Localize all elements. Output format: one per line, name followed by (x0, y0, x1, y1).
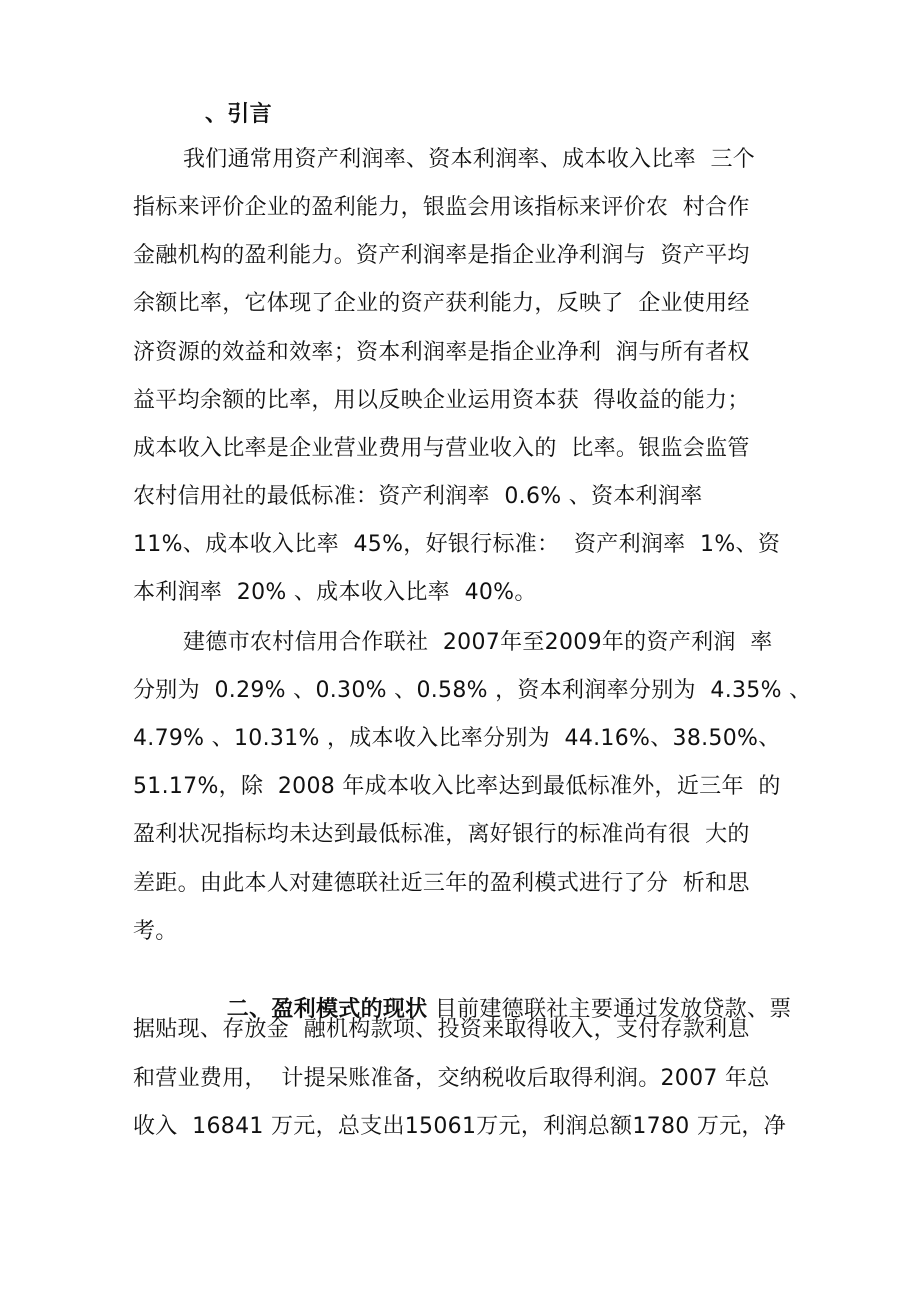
text-line: 51.17%，除 2008 年成本收入比率达到最低标准外，近三年 的 (133, 774, 781, 799)
text-line: 据贴现、存放金 融机构款项、投资来取得收入，支付存款利息 (133, 1017, 750, 1042)
text-line: 建德市农村信用合作联社 2007年至2009年的资产利润 率 (183, 630, 773, 655)
text-line: 指标来评价企业的盈利能力，银监会用该指标来评价农 村合作 (133, 195, 750, 220)
text-line: 余额比率，它体现了企业的资产获利能力，反映了 企业使用经 (133, 291, 750, 316)
text-line: 济资源的效益和效率；资本利润率是指企业净利 润与所有者权 (133, 340, 750, 365)
text-line: 农村信用社的最低标准：资产利润率 0.6% 、资本利润率 (133, 484, 703, 509)
text-line: 分别为 0.29% 、0.30% 、0.58% ，资本利润率分别为 4.35% 、 (133, 678, 812, 703)
text-line: 成本收入比率是企业营业费用与营业收入的 比率。银监会监管 (133, 436, 750, 461)
text-line: 4.79% 、10.31% ，成本收入比率分别为 44.16%、38.50%、 (133, 726, 781, 751)
section-heading-profit-model: 二、盈利模式的现状 (226, 997, 428, 1022)
section-heading-intro: 、引言 (205, 102, 272, 127)
text-line: 差距。由此本人对建德联社近三年的盈利模式进行了分 析和思 (133, 871, 750, 896)
text-run: 目前建德联社主要通过发放贷款、票 (427, 997, 792, 1022)
text-line: 11%、成本收入比率 45%，好银行标准： 资产利润率 1%、资 (133, 532, 781, 557)
text-line: 益平均余额的比率，用以反映企业运用资本获 得收益的能力； (133, 388, 750, 413)
text-line: 金融机构的盈利能力。资产利润率是指企业净利润与 资产平均 (133, 243, 750, 268)
text-line: 盈利状况指标均未达到最低标准，离好银行的标准尚有很 大的 (133, 822, 750, 847)
text-line: 和营业费用， 计提呆账准备，交纳税收后取得利润。2007 年总 (133, 1066, 770, 1091)
text-line: 收入 16841 万元，总支出15061万元，利润总额1780 万元，净 (133, 1114, 787, 1139)
text-line: 我们通常用资产利润率、资本利润率、成本收入比率 三个 (183, 147, 756, 172)
text-line: 考。 (133, 919, 178, 944)
text-line: 本利润率 20% 、成本收入比率 40%。 (133, 580, 537, 605)
